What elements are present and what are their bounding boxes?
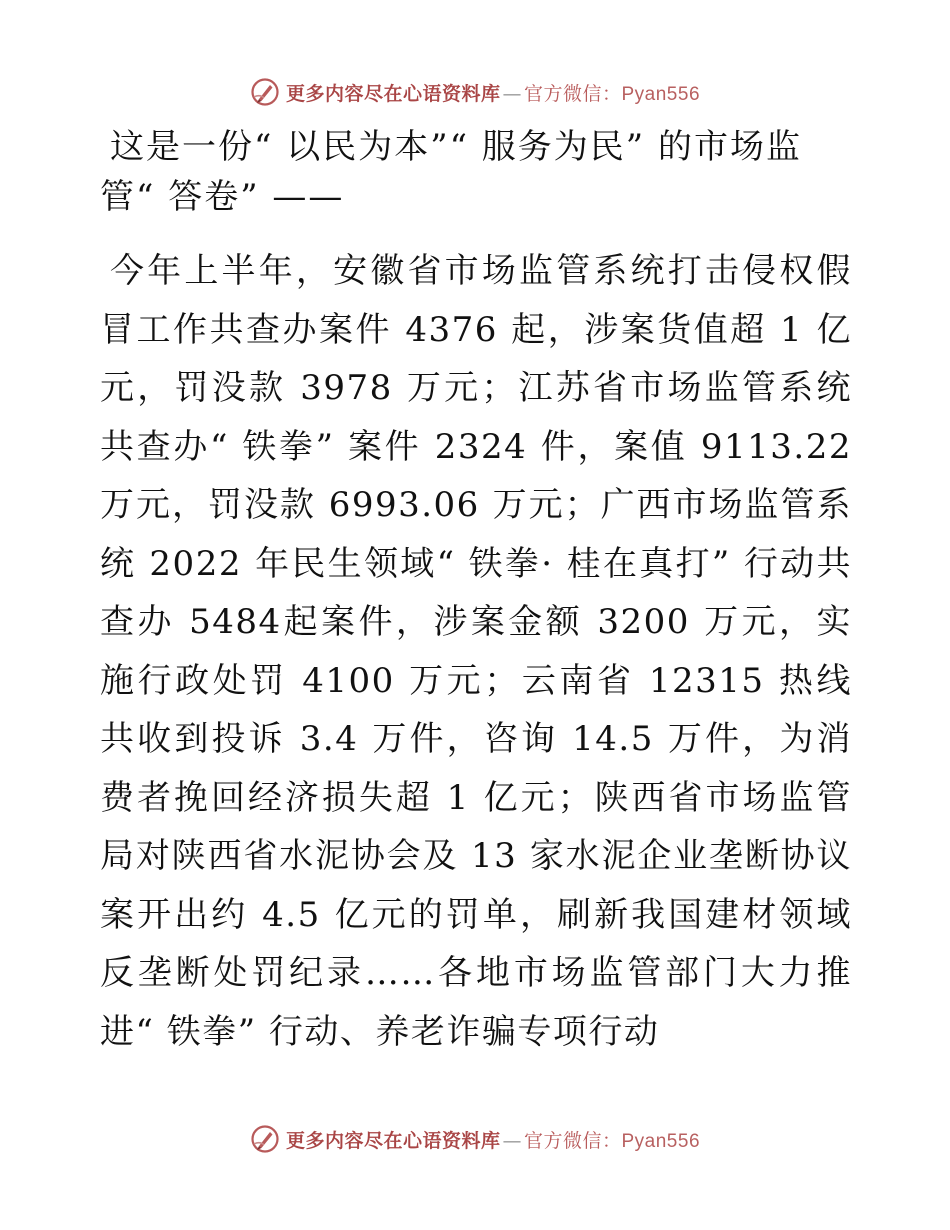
quill-pen-logo-icon xyxy=(250,77,280,107)
footer-watermark-text xyxy=(286,1126,700,1153)
watermark-separator: — xyxy=(502,82,522,105)
body-paragraph: 今年上半年，安徽省市场监管系统打击侵权假冒工作共查办案件 4376 起，涉案货值超 1 亿元，罚没款 3978 万元；江苏省市场监管系统共查办“ 铁拳” 案件 2324 件，案值 9113.22 万元，罚没款 6993.06 万元；广西市场监管系统 2022 年民生领域“ 铁拳· 桂在真打” 行动共查办 5484起案件，涉案金额 3200 万元，实施行政处罚 4100 万元；云南省 12315 热线共收到投诉 3.4 万件，咨询 14.5 万件，为消费者挽回经济损失超 1 亿元；陕西省市场监管局对陕西省水泥协会及 13 家水泥企业垄断协议案开出约 4.5 亿元的罚单，刷新我国建材领域反垄断处罚纪录……各地市场监管部门大力推进“ 铁拳” 行动、养老诈骗专项行动 xyxy=(100,251,865,1052)
watermark-brand: 更多内容尽在心语资料库 xyxy=(285,82,501,105)
header-watermark-text xyxy=(286,79,700,106)
section-heading: 这是一份“ 以民为本”“ 服务为民” 的市场监管“ 答卷” —— xyxy=(100,127,802,217)
watermark-separator: — xyxy=(502,1129,522,1152)
watermark-contact-id: Pyan556 xyxy=(621,83,701,105)
watermark-contact-label: 官方微信： xyxy=(523,82,622,105)
watermark-brand: 更多内容尽在心语资料库 xyxy=(285,1129,501,1152)
document-body xyxy=(100,122,865,1061)
watermark-contact-label: 官方微信： xyxy=(523,1129,622,1152)
header-watermark-banner xyxy=(0,72,950,112)
quill-pen-logo-icon xyxy=(250,1124,280,1154)
footer-watermark-banner xyxy=(0,1119,950,1159)
watermark-contact-id: Pyan556 xyxy=(621,1130,701,1152)
